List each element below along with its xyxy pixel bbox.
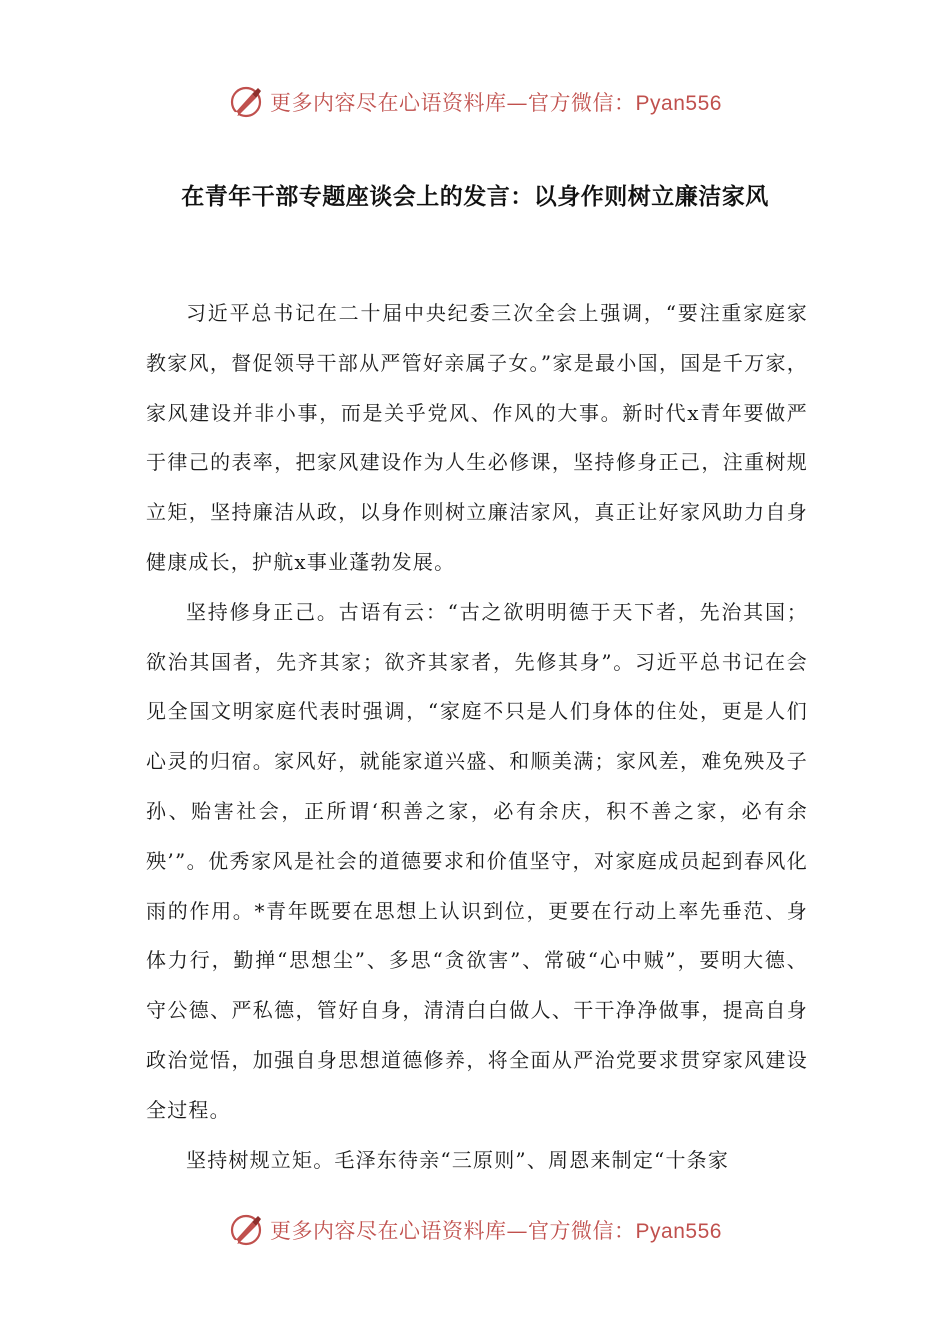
paragraph: 坚持修身正己。古语有云：“古之欲明明德于天下者，先治其国；欲治其国者，先齐其家；欲齐其家者，先修其身”。习近平总书记在会见全国文明家庭代表时强调，“家庭不只是人们身体的住处，更是人们心灵的归宿。家风好，就能家道兴盛、和顺美满；家风差，难免殃及子孙、贻害社会，正所谓‘积善之家，必有余庆，积不善之家，必有余殃’”。优秀家风是社会的道德要求和价值坚守，对家庭成员起到春风化雨的作用。*青年既要在思想上认识到位，更要在行动上率先垂范、身体力行，勤掸“思想尘”、多思“贪欲害”、常破“心中贼”，要明大德、守公德、严私德，管好自身，清清白白做人、干干净净做事，提高自身政治觉悟，加强自身思想道德修养，将全面从严治党要求贯穿家风建设全过程。	[146, 599, 808, 1122]
pen-circle-logo-icon	[228, 1212, 264, 1248]
header-banner-handle: Pyan556	[635, 92, 722, 115]
footer-watermark-banner	[0, 1208, 950, 1252]
footer-banner-handle: Pyan556	[635, 1220, 722, 1243]
document-title: 在青年干部专题座谈会上的发言：以身作则树立廉洁家风	[181, 184, 769, 210]
header-banner-text: 更多内容尽在心语资料库—官方微信：	[270, 91, 636, 115]
paragraph: 坚持树规立矩。毛泽东待亲“三原则”、周恩来制定“十条家	[186, 1147, 730, 1172]
footer-banner-text: 更多内容尽在心语资料库—官方微信：	[270, 1219, 636, 1243]
header-watermark-banner	[0, 80, 950, 124]
pen-circle-logo-icon	[228, 84, 264, 120]
document-body	[146, 289, 808, 1185]
paragraph: 习近平总书记在二十届中央纪委三次全会上强调，“要注重家庭家教家风，督促领导干部从严管好亲属子女。”家是最小国，国是千万家，家风建设并非小事，而是关乎党风、作风的大事。新时代x青年要做严于律己的表率，把家风建设作为人生必修课，坚持修身正己，注重树规立矩，坚持廉洁从政，以身作则树立廉洁家风，真正让好家风助力自身健康成长，护航x事业蓬勃发展。	[146, 301, 808, 574]
